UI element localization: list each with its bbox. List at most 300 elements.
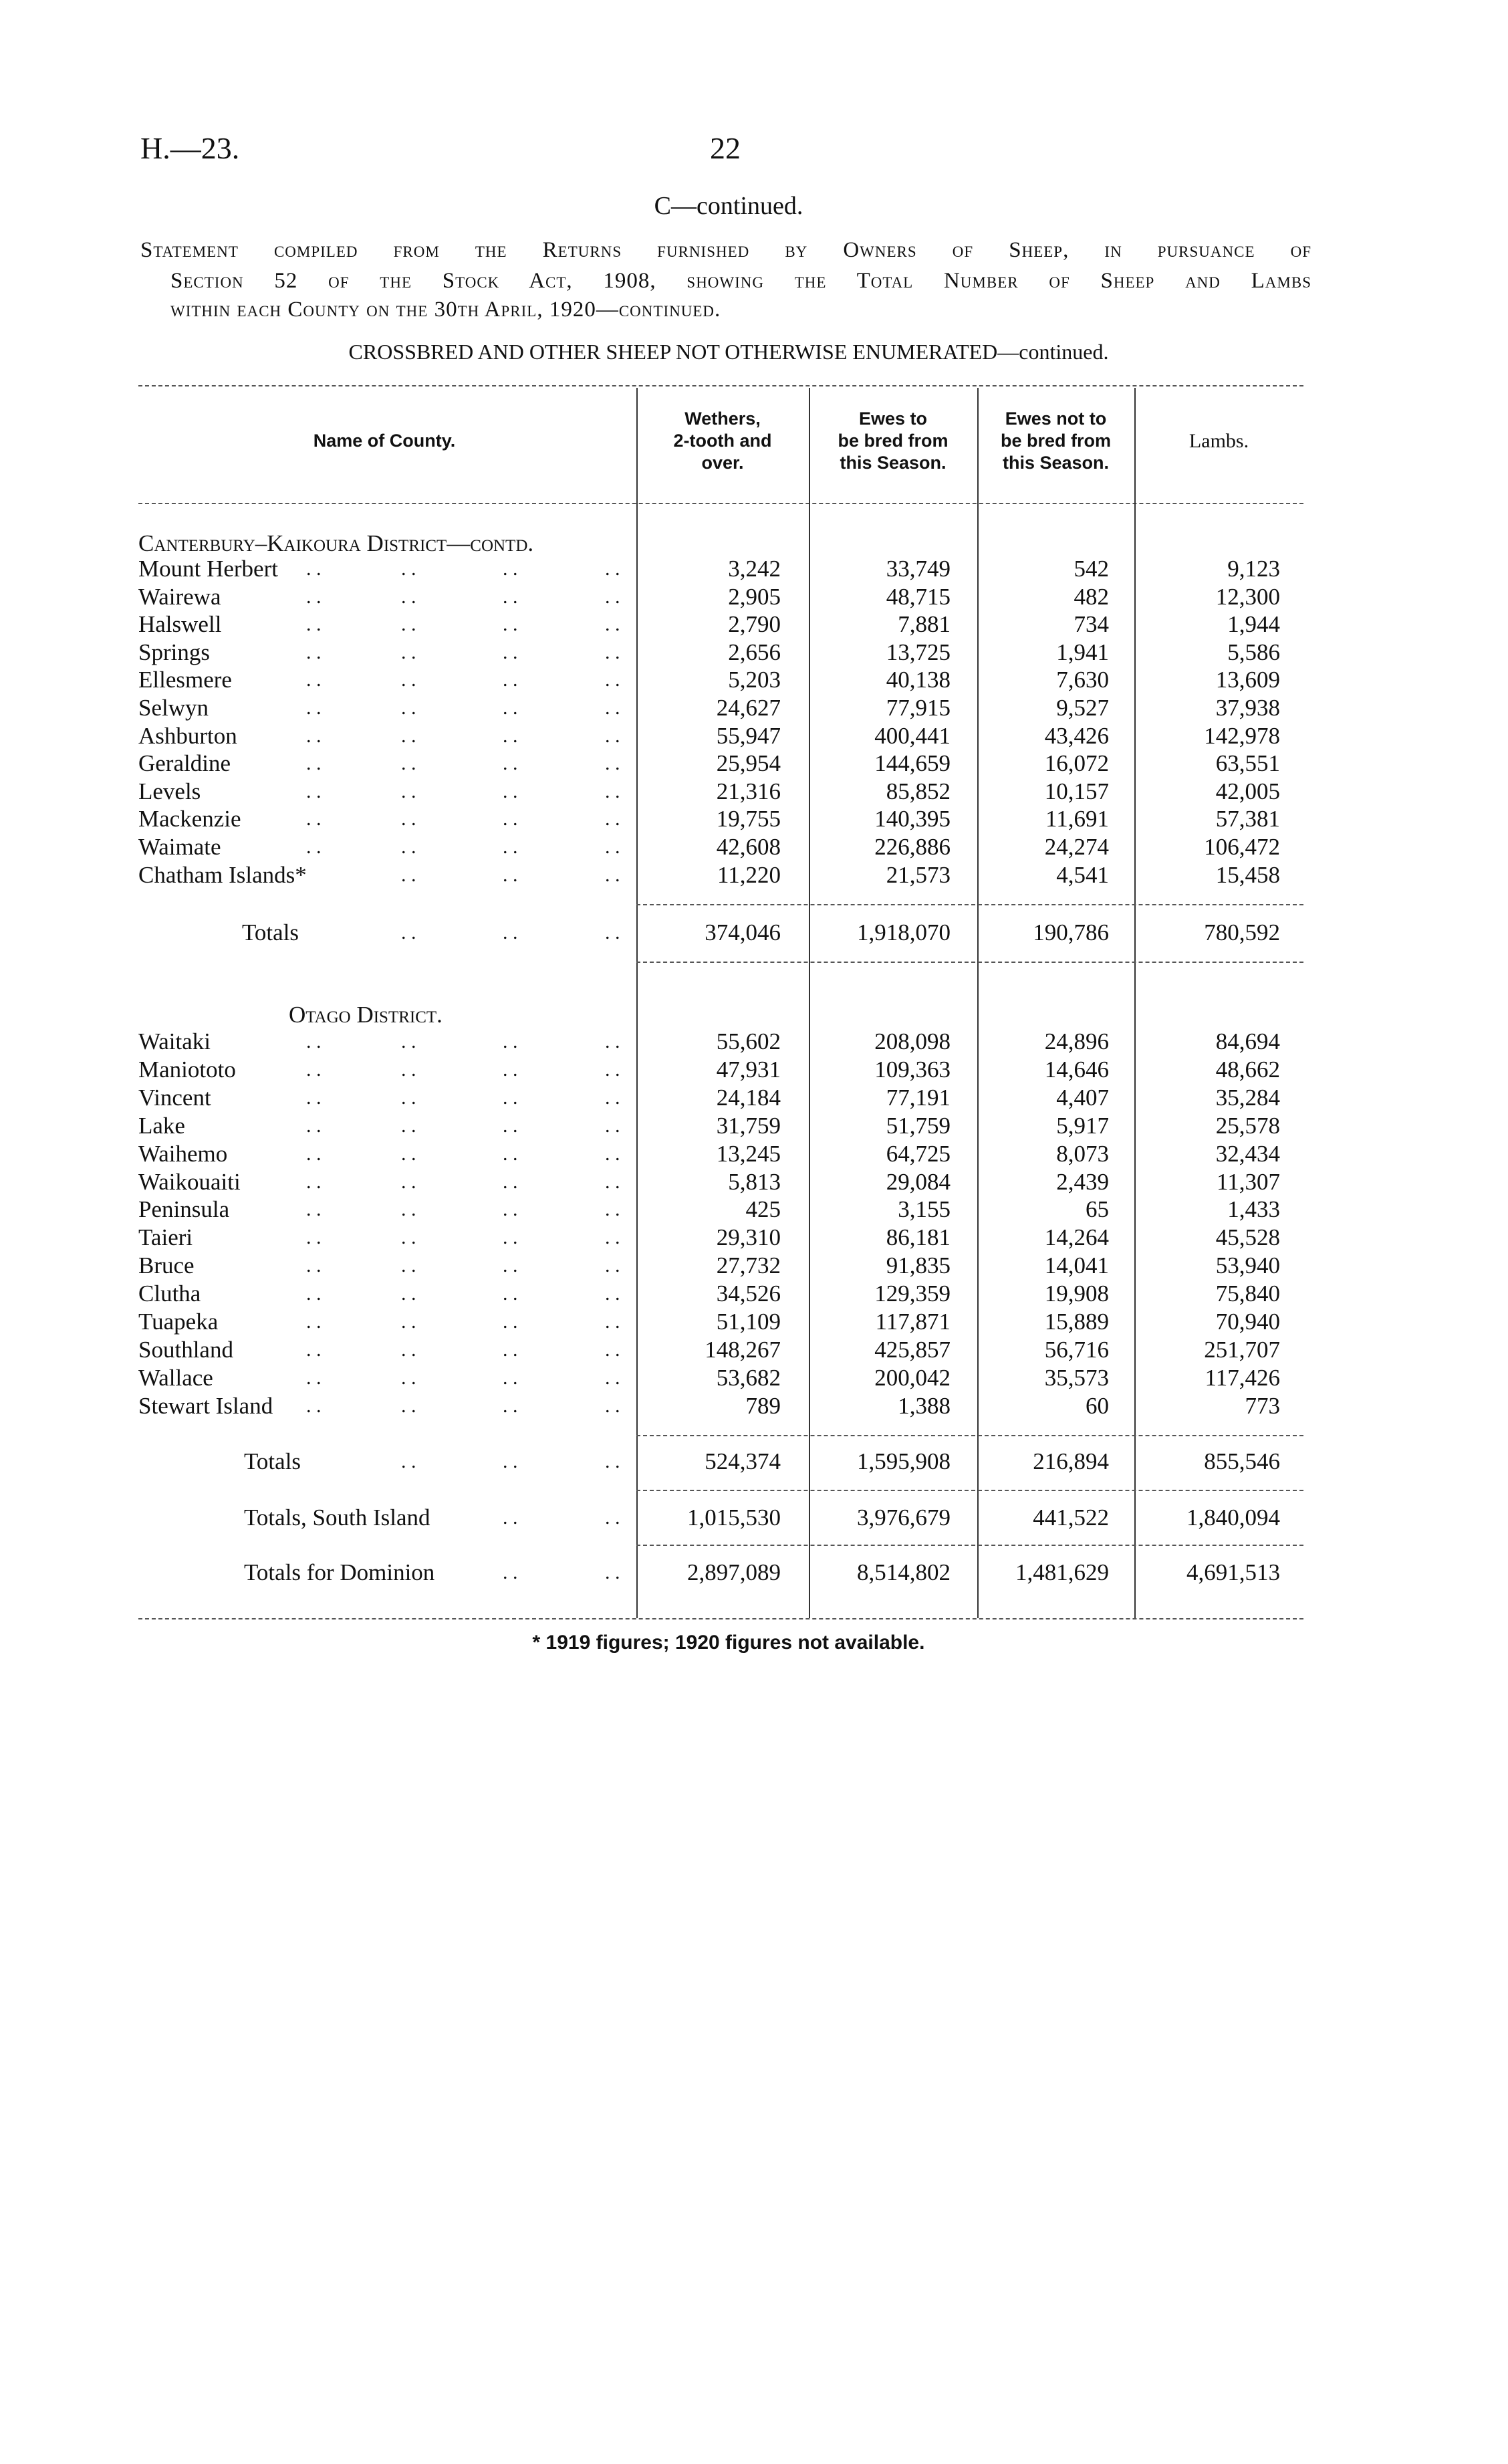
ewes-bred-value: 85,852	[886, 778, 951, 804]
lambs-value: 48,662	[1215, 1056, 1280, 1083]
wethers-value: 29,310	[716, 1224, 781, 1251]
dot-leader: . .	[401, 1142, 416, 1165]
dot-leader: . .	[605, 669, 620, 691]
dot-leader: . .	[605, 780, 620, 802]
ewes-not-bred-value: 4,541	[1056, 861, 1109, 888]
dot-leader: . .	[401, 1338, 416, 1361]
wethers-value: 24,184	[716, 1084, 781, 1111]
ewes-not-bred-value: 19,908	[1044, 1280, 1109, 1307]
county-name: Tuapeka	[138, 1309, 219, 1335]
table-bottom-rule	[138, 1618, 1303, 1619]
wethers-value: 2,905	[728, 583, 781, 610]
lambs-value: 37,938	[1215, 695, 1280, 721]
ewes-bred-value: 226,886	[874, 834, 951, 860]
wethers-value: 13,245	[716, 1140, 781, 1167]
header-line: be bred from	[838, 431, 949, 451]
lambs-value: 35,284	[1215, 1084, 1280, 1111]
ewes-bred-value: 48,715	[886, 583, 951, 610]
wethers-value: 19,755	[716, 806, 781, 832]
wethers-value: 27,732	[716, 1252, 781, 1279]
table-row	[0, 1196, 1508, 1224]
dot-leader: . .	[401, 697, 416, 719]
dot-leader: . .	[401, 558, 416, 580]
dot-leader: . .	[605, 1506, 620, 1529]
table-row	[0, 1112, 1508, 1140]
lambs-value: 25,578	[1215, 1112, 1280, 1139]
dot-leader: . .	[503, 836, 518, 858]
lambs-value: 13,609	[1215, 667, 1280, 693]
header-ewes-bred	[809, 408, 977, 474]
dot-leader: . .	[306, 558, 322, 580]
dot-leader: . .	[605, 1114, 620, 1137]
header-line: be bred from	[1000, 431, 1112, 451]
ewes-not-bred-value: 2,439	[1056, 1168, 1109, 1195]
ewes-not-bred-value: 24,274	[1044, 834, 1109, 860]
lambs-value: 15,458	[1215, 861, 1280, 888]
wethers-value: 31,759	[716, 1112, 781, 1139]
dot-leader: . .	[605, 1170, 620, 1193]
lambs-value: 32,434	[1215, 1140, 1280, 1167]
lambs-value: 4,691,513	[1186, 1559, 1280, 1585]
dot-leader: . .	[605, 1282, 620, 1305]
ewes-not-bred-value: 14,646	[1044, 1056, 1109, 1083]
ewes-not-bred-value: 24,896	[1044, 1028, 1109, 1054]
ewes-not-bred-value: 10,157	[1044, 778, 1109, 804]
dot-leader: . .	[306, 1114, 322, 1137]
ewes-not-bred-value: 5,917	[1056, 1112, 1109, 1139]
lambs-value: 251,707	[1204, 1336, 1280, 1363]
ewes-not-bred-value: 43,426	[1044, 722, 1109, 749]
county-name: Geraldine	[138, 750, 231, 777]
dot-leader: . .	[503, 1366, 518, 1389]
dot-leader: . .	[605, 1450, 620, 1472]
ewes-bred-value: 33,749	[886, 556, 951, 582]
dot-leader: . .	[605, 863, 620, 886]
dot-leader: . .	[306, 1254, 322, 1277]
header-line: this Season.	[840, 453, 947, 473]
totals-row-south-island	[0, 1504, 1508, 1532]
dot-leader: . .	[605, 1338, 620, 1361]
county-name: Waikouaiti	[138, 1168, 241, 1195]
dot-leader: . .	[503, 1226, 518, 1249]
dot-leader: . .	[401, 1086, 416, 1109]
lambs-value: 142,978	[1204, 722, 1280, 749]
dot-leader: . .	[306, 613, 322, 636]
ewes-bred-value: 400,441	[874, 722, 951, 749]
dot-leader: . .	[401, 669, 416, 691]
wethers-value: 2,790	[728, 611, 781, 638]
county-name: Springs	[138, 639, 210, 665]
dot-leader: . .	[401, 1170, 416, 1193]
dot-leader: . .	[605, 641, 620, 663]
ewes-not-bred-value: 190,786	[1033, 919, 1109, 945]
ewes-not-bred-value: 7,630	[1056, 667, 1109, 693]
lambs-value: 42,005	[1215, 778, 1280, 804]
dot-leader: . .	[605, 613, 620, 636]
dot-leader: . .	[306, 1311, 322, 1333]
page-number: 22	[710, 131, 741, 165]
wethers-value: 789	[745, 1392, 781, 1419]
lambs-value: 53,940	[1215, 1252, 1280, 1279]
table-row	[0, 555, 1508, 583]
county-name: Clutha	[138, 1280, 201, 1307]
dot-leader: . .	[306, 808, 322, 830]
lambs-value: 5,586	[1227, 639, 1280, 665]
lambs-value: 75,840	[1215, 1280, 1280, 1307]
dot-leader: . .	[306, 585, 322, 608]
county-name: Bruce	[138, 1252, 195, 1279]
ewes-not-bred-value: 11,691	[1045, 806, 1109, 832]
ewes-not-bred-value: 542	[1074, 556, 1109, 582]
county-name: Mackenzie	[138, 806, 241, 832]
lambs-value: 11,307	[1217, 1168, 1280, 1195]
county-name: Taieri	[138, 1224, 193, 1251]
ewes-not-bred-value: 1,941	[1056, 639, 1109, 665]
header-lambs: Lambs.	[1188, 430, 1249, 452]
page-identifier: H.—23.	[140, 131, 240, 165]
dot-leader: . .	[401, 780, 416, 802]
dot-leader: . .	[605, 1030, 620, 1052]
county-name: Ashburton	[138, 722, 237, 749]
table-row	[0, 1392, 1508, 1420]
table-row	[0, 1280, 1508, 1308]
totals-row-dominion	[0, 1559, 1508, 1587]
dot-leader: . .	[605, 1226, 620, 1249]
dot-leader: . .	[503, 558, 518, 580]
totals-row-canterbury	[0, 919, 1508, 947]
header-line: Ewes not to	[1005, 409, 1107, 429]
lambs-value: 1,944	[1227, 611, 1280, 638]
dot-leader: . .	[503, 921, 518, 943]
lambs-value: 57,381	[1215, 806, 1280, 832]
wethers-value: 425	[745, 1196, 781, 1223]
county-name: Southland	[138, 1336, 233, 1363]
ewes-bred-value: 77,915	[886, 695, 951, 721]
header-wethers	[636, 408, 809, 474]
county-name: Totals	[244, 1448, 301, 1474]
ewes-not-bred-value: 14,264	[1044, 1224, 1109, 1251]
county-name: Chatham Islands*	[138, 861, 307, 888]
county-name: Levels	[138, 778, 201, 804]
dot-leader: . .	[605, 1394, 620, 1417]
table-row	[0, 1336, 1508, 1364]
dot-leader: . .	[306, 1394, 322, 1417]
table-row	[0, 778, 1508, 806]
county-name: Peninsula	[138, 1196, 230, 1223]
wethers-value: 25,954	[716, 750, 781, 777]
dot-leader: . .	[401, 1366, 416, 1389]
table-row	[0, 1140, 1508, 1168]
dot-leader: . .	[605, 585, 620, 608]
dot-leader: . .	[605, 1142, 620, 1165]
dot-leader: . .	[605, 808, 620, 830]
wethers-value: 1,015,530	[687, 1504, 781, 1531]
statement-line-3: within each County on the 30th April, 1920—continued.	[170, 298, 721, 322]
ewes-bred-value: 1,388	[898, 1392, 951, 1419]
dot-leader: . .	[306, 1226, 322, 1249]
dot-leader: . .	[503, 1506, 518, 1529]
statement-line-2: Section 52 of the Stock Act, 1908, showing the Total Number of Sheep and Lambs	[170, 269, 1311, 293]
dot-leader: . .	[401, 1114, 416, 1137]
dot-leader: . .	[306, 1366, 322, 1389]
lambs-value: 63,551	[1215, 750, 1280, 777]
wethers-value: 3,242	[728, 556, 781, 582]
ewes-not-bred-value: 14,041	[1044, 1252, 1109, 1279]
ewes-not-bred-value: 60	[1086, 1392, 1109, 1419]
lambs-value: 780,592	[1204, 919, 1280, 945]
subtotal-rule	[636, 1490, 1303, 1491]
county-name: Wallace	[138, 1364, 213, 1391]
header-bottom-rule	[138, 503, 1303, 504]
header-line: this Season.	[1002, 453, 1110, 473]
table-row	[0, 610, 1508, 639]
ewes-bred-value: 109,363	[874, 1056, 951, 1083]
county-name: Waihemo	[138, 1140, 228, 1167]
dot-leader: . .	[605, 1311, 620, 1333]
dot-leader: . .	[306, 752, 322, 775]
dot-leader: . .	[401, 863, 416, 886]
dot-leader: . .	[503, 1198, 518, 1221]
dot-leader: . .	[503, 1394, 518, 1417]
dot-leader: . .	[503, 641, 518, 663]
county-name: Totals, South Island	[244, 1504, 430, 1531]
dot-leader: . .	[503, 1030, 518, 1052]
dot-leader: . .	[503, 613, 518, 636]
county-name: Mount Herbert	[138, 556, 278, 582]
dot-leader: . .	[605, 1561, 620, 1583]
totals-row-otago	[0, 1448, 1508, 1476]
statement-line-1: Statement compiled from the Returns furnished by Owners of Sheep, in pursuance of	[140, 238, 1311, 262]
ewes-not-bred-value: 16,072	[1044, 750, 1109, 777]
ewes-not-bred-value: 734	[1074, 611, 1109, 638]
ewes-bred-value: 117,871	[875, 1309, 951, 1335]
ewes-not-bred-value: 56,716	[1044, 1336, 1109, 1363]
dot-leader: . .	[306, 1030, 322, 1052]
lambs-value: 84,694	[1215, 1028, 1280, 1054]
dot-leader: . .	[306, 724, 322, 747]
table-row	[0, 833, 1508, 861]
county-name: Totals for Dominion	[244, 1559, 435, 1585]
dot-leader: . .	[503, 669, 518, 691]
dot-leader: . .	[503, 1561, 518, 1583]
ewes-bred-value: 8,514,802	[857, 1559, 951, 1585]
dot-leader: . .	[605, 752, 620, 775]
county-name: Lake	[138, 1112, 185, 1139]
table-row	[0, 1056, 1508, 1084]
dot-leader: . .	[605, 724, 620, 747]
wethers-value: 11,220	[717, 861, 781, 888]
county-name: Selwyn	[138, 695, 209, 721]
dot-leader: . .	[503, 1450, 518, 1472]
table-row	[0, 1028, 1508, 1056]
ewes-bred-value: 425,857	[874, 1336, 951, 1363]
table-row	[0, 861, 1508, 889]
header-line: 2-tooth and	[673, 431, 772, 451]
ewes-bred-value: 21,573	[886, 861, 951, 888]
dot-leader: . .	[605, 558, 620, 580]
dot-leader: . .	[306, 1198, 322, 1221]
ewes-bred-value: 86,181	[886, 1224, 951, 1251]
table-top-rule	[138, 385, 1303, 386]
header-line: Ewes to	[858, 409, 928, 429]
table-row	[0, 1168, 1508, 1196]
dot-leader: . .	[401, 752, 416, 775]
ewes-not-bred-value: 1,481,629	[1015, 1559, 1109, 1585]
table-subtitle: CROSSBRED AND OTHER SHEEP NOT OTHERWISE ENUMERATED—continued.	[348, 340, 1109, 364]
dot-leader: . .	[401, 585, 416, 608]
ewes-not-bred-value: 15,889	[1044, 1309, 1109, 1335]
dot-leader: . .	[503, 1086, 518, 1109]
dot-leader: . .	[605, 921, 620, 943]
ewes-not-bred-value: 9,527	[1056, 695, 1109, 721]
dot-leader: . .	[605, 1254, 620, 1277]
ewes-bred-value: 29,084	[886, 1168, 951, 1195]
dot-leader: . .	[503, 1142, 518, 1165]
county-name: Waitaki	[138, 1028, 211, 1054]
lambs-value: 1,433	[1227, 1196, 1280, 1223]
dot-leader: . .	[401, 1311, 416, 1333]
dot-leader: . .	[401, 1450, 416, 1472]
ewes-bred-value: 40,138	[886, 667, 951, 693]
lambs-value: 45,528	[1215, 1224, 1280, 1251]
table-row	[0, 1224, 1508, 1252]
dot-leader: . .	[401, 1282, 416, 1305]
table-row	[0, 1252, 1508, 1280]
dot-leader: . .	[503, 1338, 518, 1361]
subtotal-rule	[636, 1545, 1303, 1546]
dot-leader: . .	[306, 1170, 322, 1193]
dot-leader: . .	[401, 921, 416, 943]
dot-leader: . .	[503, 585, 518, 608]
county-name: Maniototo	[138, 1056, 236, 1083]
county-name: Totals	[242, 919, 299, 945]
wethers-value: 55,947	[716, 722, 781, 749]
ewes-bred-value: 7,881	[898, 611, 951, 638]
dot-leader: . .	[401, 836, 416, 858]
wethers-value: 53,682	[716, 1364, 781, 1391]
dot-leader: . .	[401, 1226, 416, 1249]
lambs-value: 773	[1245, 1392, 1280, 1419]
dot-leader: . .	[503, 1114, 518, 1137]
table-row	[0, 694, 1508, 722]
wethers-value: 5,203	[728, 667, 781, 693]
header-ewes-not-bred	[977, 408, 1134, 474]
wethers-value: 42,608	[716, 834, 781, 860]
ewes-bred-value: 13,725	[886, 639, 951, 665]
wethers-value: 5,813	[728, 1168, 781, 1195]
ewes-bred-value: 91,835	[886, 1252, 951, 1279]
ewes-not-bred-value: 35,573	[1044, 1364, 1109, 1391]
dot-leader: . .	[605, 1366, 620, 1389]
dot-leader: . .	[503, 780, 518, 802]
dot-leader: . .	[401, 613, 416, 636]
dot-leader: . .	[306, 1058, 322, 1081]
dot-leader: . .	[605, 836, 620, 858]
dot-leader: . .	[605, 1086, 620, 1109]
county-name: Vincent	[138, 1084, 211, 1111]
ewes-not-bred-value: 482	[1074, 583, 1109, 610]
ewes-not-bred-value: 65	[1086, 1196, 1109, 1223]
wethers-value: 47,931	[716, 1056, 781, 1083]
ewes-not-bred-value: 4,407	[1056, 1084, 1109, 1111]
dot-leader: . .	[306, 1142, 322, 1165]
table-row	[0, 722, 1508, 750]
dot-leader: . .	[306, 1338, 322, 1361]
lambs-value: 70,940	[1215, 1309, 1280, 1335]
wethers-value: 524,374	[705, 1448, 781, 1474]
ewes-bred-value: 140,395	[874, 806, 951, 832]
lambs-value: 855,546	[1204, 1448, 1280, 1474]
subtotal-rule	[636, 962, 1303, 963]
dot-leader: . .	[503, 1254, 518, 1277]
section-continued-title: C—continued.	[654, 192, 803, 220]
lambs-value: 12,300	[1215, 583, 1280, 610]
ewes-not-bred-value: 8,073	[1056, 1140, 1109, 1167]
wethers-value: 55,602	[716, 1028, 781, 1054]
dot-leader: . .	[503, 1311, 518, 1333]
dot-leader: . .	[503, 863, 518, 886]
ewes-bred-value: 64,725	[886, 1140, 951, 1167]
ewes-bred-value: 77,191	[886, 1084, 951, 1111]
wethers-value: 2,656	[728, 639, 781, 665]
dot-leader: . .	[605, 1058, 620, 1081]
header-line: Wethers,	[684, 409, 761, 429]
dot-leader: . .	[306, 669, 322, 691]
wethers-value: 34,526	[716, 1280, 781, 1307]
dot-leader: . .	[401, 1030, 416, 1052]
dot-leader: . .	[401, 1058, 416, 1081]
ewes-bred-value: 1,595,908	[857, 1448, 951, 1474]
dot-leader: . .	[306, 1282, 322, 1305]
ewes-bred-value: 200,042	[874, 1364, 951, 1391]
wethers-value: 374,046	[705, 919, 781, 945]
lambs-value: 1,840,094	[1186, 1504, 1280, 1531]
lambs-value: 117,426	[1205, 1364, 1280, 1391]
dot-leader: . .	[401, 1394, 416, 1417]
lambs-value: 106,472	[1204, 834, 1280, 860]
table-row	[0, 805, 1508, 833]
county-name: Stewart Island	[138, 1392, 273, 1419]
table-row	[0, 750, 1508, 778]
wethers-value: 21,316	[716, 778, 781, 804]
ewes-bred-value: 1,918,070	[857, 919, 951, 945]
district-heading-canterbury: Canterbury–Kaikoura District—contd.	[138, 530, 534, 556]
table-row	[0, 1084, 1508, 1112]
dot-leader: . .	[306, 836, 322, 858]
ewes-bred-value: 129,359	[874, 1280, 951, 1307]
dot-leader: . .	[401, 1198, 416, 1221]
dot-leader: . .	[401, 641, 416, 663]
dot-leader: . .	[605, 1198, 620, 1221]
dot-leader: . .	[503, 1170, 518, 1193]
table-row	[0, 666, 1508, 694]
dot-leader: . .	[401, 724, 416, 747]
table-row	[0, 639, 1508, 667]
ewes-bred-value: 3,155	[898, 1196, 951, 1223]
dot-leader: . .	[401, 808, 416, 830]
lambs-value: 9,123	[1227, 556, 1280, 582]
ewes-bred-value: 144,659	[874, 750, 951, 777]
dot-leader: . .	[503, 808, 518, 830]
ewes-not-bred-value: 216,894	[1033, 1448, 1109, 1474]
wethers-value: 148,267	[705, 1336, 781, 1363]
county-name: Halswell	[138, 611, 222, 638]
dot-leader: . .	[503, 697, 518, 719]
wethers-value: 2,897,089	[687, 1559, 781, 1585]
ewes-bred-value: 3,976,679	[857, 1504, 951, 1531]
dot-leader: . .	[503, 724, 518, 747]
dot-leader: . .	[605, 697, 620, 719]
